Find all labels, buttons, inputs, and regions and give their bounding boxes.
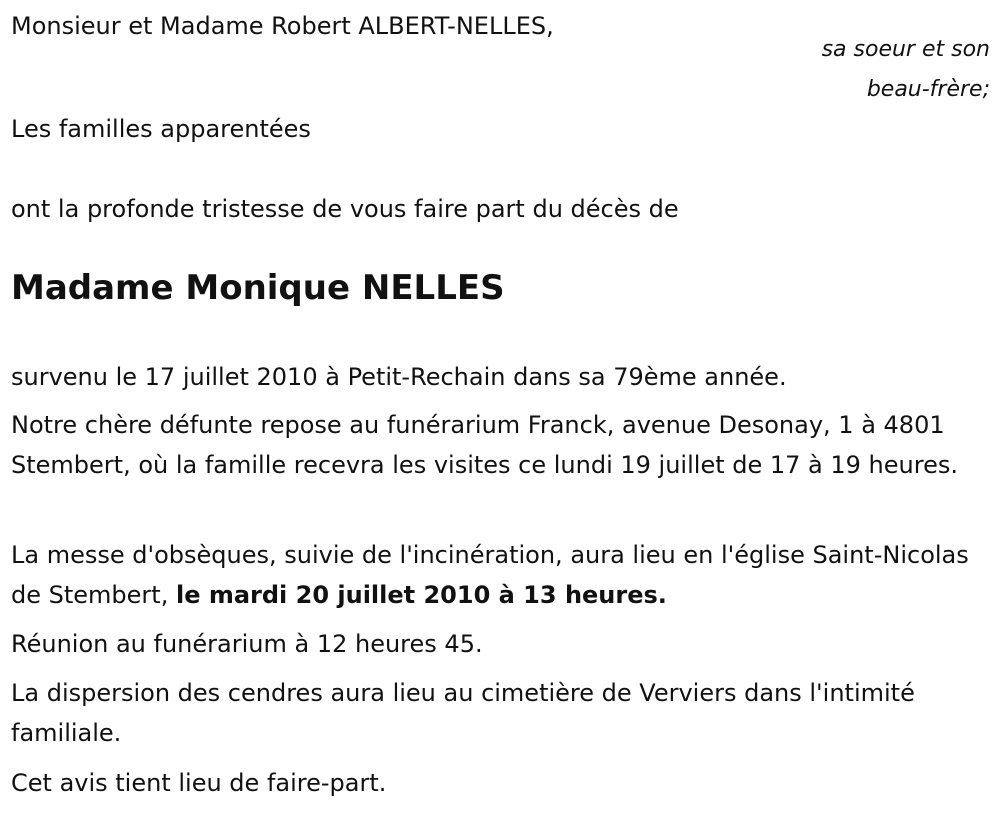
relation-line-1: sa soeur et son [821,37,990,62]
relation-line-2: beau-frère; [866,77,990,102]
meeting-line: Réunion au funérarium à 12 heures 45. [11,630,483,658]
closing-line: Cet avis tient lieu de faire-part. [11,769,387,797]
death-details: survenu le 17 juillet 2010 à Petit-Rechain dans sa 79ème année. [11,363,787,391]
visitation-paragraph: Notre chère défunte repose au funérarium Franck, avenue Desonay, 1 à 4801 Stembert, où la famille recevra les visites ce lundi 19 juillet de 17 à 19 heures. [11,411,958,479]
family-line: Monsieur et Madame Robert ALBERT-NELLES, [11,12,554,40]
relatives-line: Les familles apparentées [11,115,311,143]
funeral-date: le mardi 20 juillet 2010 à 13 heures. [175,581,667,609]
announcement-line: ont la profonde tristesse de vous faire part du décès de [11,195,679,223]
funeral-paragraph [11,535,986,615]
deceased-name: Madame Monique NELLES [11,268,505,308]
ashes-paragraph: La dispersion des cendres aura lieu au cimetière de Verviers dans l'intimité familiale. [11,679,915,747]
funeral-intro: La messe d'obsèques, suivie de l'incinération, aura lieu en l'église Saint-Nicolas de Stembert, [11,541,969,609]
